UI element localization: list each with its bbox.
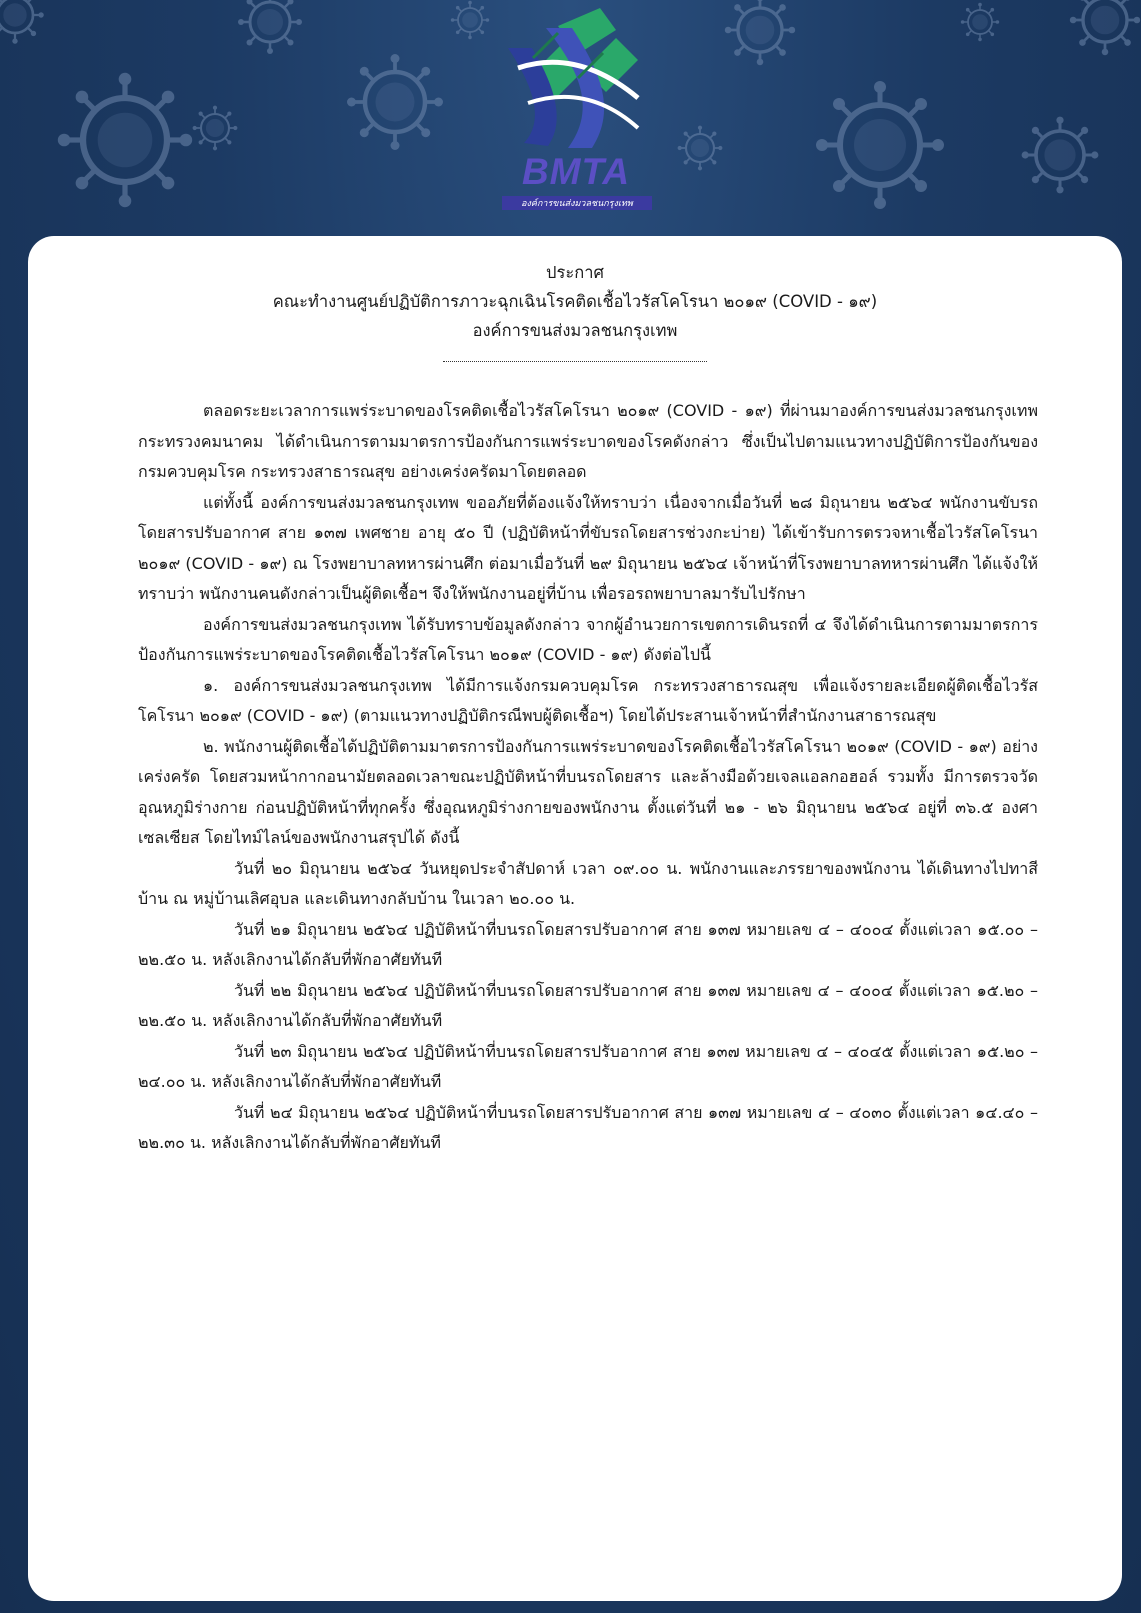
paragraph: แต่ทั้งนี้ องค์การขนส่งมวลชนกรุงเทพ ขออภัยที่ต้องแจ้งให้ทราบว่า เนื่องจากเมื่อวันที่ ๒๘ มิถุนายน ๒๕๖๔ พนักงานขับรถโดยสารปรับอากาศ สาย ๑๓๗ เพศชาย อายุ ๕๐ ปี (ปฏิบัติหน้าที่ขับรถโดยสารช่วงกะบ่าย) ได้เข้ารับการตรวจหาเชื้อไวรัสโคโรนา ๒๐๑๙ (COVID - ๑๙) ณ โรงพยาบาลทหารผ่านศึก ต่อมาเมื่อวันที่ ๒๙ มิถุนายน ๒๕๖๔ เจ้าหน้าที่โรงพยาบาลทหารผ่านศึก ได้แจ้งให้ทราบว่า พนักงานคนดังกล่าวเป็นผู้ติดเชื้อฯ จึงให้พนักงานอยู่ที่บ้าน เพื่อรอรถพยาบาลมารับไปรักษา <box>138 492 1039 603</box>
announcement-body <box>138 396 1038 1159</box>
timeline-entry: วันที่ ๒๑ มิถุนายน ๒๕๖๔ ปฏิบัติหน้าที่บนรถโดยสารปรับอากาศ สาย ๑๓๗ หมายเลข ๔ – ๔๐๐๔ ตั้งแต่เวลา ๑๕.๐๐ – ๒๒.๕๐ น. หลังเลิกงานได้กลับที่พักอาศัยทันที <box>138 919 1038 969</box>
announcement-organization: องค์การขนส่งมวลชนกรุงเทพ <box>472 321 678 340</box>
bmta-logo <box>488 8 664 213</box>
paragraph: ตลอดระยะเวลาการแพร่ระบาดของโรคติดเชื้อไวรัสโคโรนา ๒๐๑๙ (COVID - ๑๙) ที่ผ่านมาองค์การขนส่งมวลชนกรุงเทพ กระทรวงคมนาคม ได้ดำเนินการตามมาตรการป้องกันการแพร่ระบาดของโรคดังกล่าว ซึ่งเป็นไปตามแนวทางปฏิบัติการป้องกันของกรมควบคุมโรค กระทรวงสาธารณสุข อย่างเคร่งครัดมาโดยตลอด <box>138 401 1038 481</box>
announcement-card <box>28 236 1122 1601</box>
bmta-emblem-icon <box>488 8 664 158</box>
logo-wordmark: BMTA <box>521 151 631 192</box>
header-divider <box>443 361 707 362</box>
paragraph: องค์การขนส่งมวลชนกรุงเทพ ได้รับทราบข้อมูลดังกล่าว จากผู้อำนวยการเขตการเดินรถที่ ๔ จึงได้ดำเนินการตามมาตรการป้องกันการแพร่ระบาดของโรคติดเชื้อไวรัสโคโรนา ๒๐๑๙ (COVID - ๑๙) ดังต่อไปนี้ <box>138 614 1038 664</box>
timeline-entry: วันที่ ๒๐ มิถุนายน ๒๕๖๔ วันหยุดประจำสัปดาห์ เวลา ๐๙.๐๐ น. พนักงานและภรรยาของพนักงาน ได้เดินทางไปทาสีบ้าน ณ หมู่บ้านเลิศอุบล และเดินทางกลับบ้าน ในเวลา ๒๐.๐๐ น. <box>138 858 1038 908</box>
paragraph: ๒. พนักงานผู้ติดเชื้อได้ปฏิบัติตามมาตรการป้องกันการแพร่ระบาดของโรคติดเชื้อไวรัสโคโรนา ๒๐๑๙ (COVID - ๑๙) อย่างเคร่งครัด โดยสวมหน้ากากอนามัยตลอดเวลาขณะปฏิบัติหน้าที่บนรถโดยสาร และล้างมือด้วยเจลแอลกอฮอล์ รวมทั้ง มีการตรวจวัดอุณหภูมิร่างกาย ก่อนปฏิบัติหน้าที่ทุกครั้ง ซึ่งอุณหภูมิร่างกายของพนักงาน ตั้งแต่วันที่ ๒๑ - ๒๖ มิถุนายน ๒๕๖๔ อยู่ที่ ๓๖.๕ องศาเซลเซียส โดยไทม์ไลน์ของพนักงานสรุปได้ ดังนี้ <box>138 736 1038 847</box>
timeline-entry: วันที่ ๒๓ มิถุนายน ๒๕๖๔ ปฏิบัติหน้าที่บนรถโดยสารปรับอากาศ สาย ๑๓๗ หมายเลข ๔ – ๔๐๔๕ ตั้งแต่เวลา ๑๕.๒๐ – ๒๔.๐๐ น. หลังเลิกงานได้กลับที่พักอาศัยทันที <box>138 1041 1038 1091</box>
timeline-entry: วันที่ ๒๒ มิถุนายน ๒๕๖๔ ปฏิบัติหน้าที่บนรถโดยสารปรับอากาศ สาย ๑๓๗ หมายเลข ๔ – ๔๐๐๔ ตั้งแต่เวลา ๑๕.๒๐ – ๒๒.๕๐ น. หลังเลิกงานได้กลับที่พักอาศัยทันที <box>138 980 1038 1030</box>
logo-subtitle: องค์การขนส่งมวลชนกรุงเทพ <box>502 196 652 210</box>
announcement-header <box>28 258 1122 345</box>
announcement-heading: ประกาศ <box>546 263 604 282</box>
timeline-entry: วันที่ ๒๔ มิถุนายน ๒๕๖๔ ปฏิบัติหน้าที่บนรถโดยสารปรับอากาศ สาย ๑๓๗ หมายเลข ๔ – ๔๐๓๐ ตั้งแต่เวลา ๑๔.๔๐ – ๒๒.๓๐ น. หลังเลิกงานได้กลับที่พักอาศัยทันที <box>138 1102 1038 1152</box>
announcement-document <box>28 236 1122 1601</box>
announcement-subheading: คณะทำงานศูนย์ปฏิบัติการภาวะฉุกเฉินโรคติดเชื้อไวรัสโคโรนา ๒๐๑๙ (COVID - ๑๙) <box>272 292 878 311</box>
paragraph: ๑. องค์การขนส่งมวลชนกรุงเทพ ได้มีการแจ้งกรมควบคุมโรค กระทรวงสาธารณสุข เพื่อแจ้งรายละเอียดผู้ติดเชื้อไวรัสโคโรนา ๒๐๑๙ (COVID - ๑๙) (ตามแนวทางปฏิบัติกรณีพบผู้ติดเชื้อฯ) โดยได้ประสานเจ้าหน้าที่สำนักงานสาธารณสุข <box>138 675 1038 725</box>
